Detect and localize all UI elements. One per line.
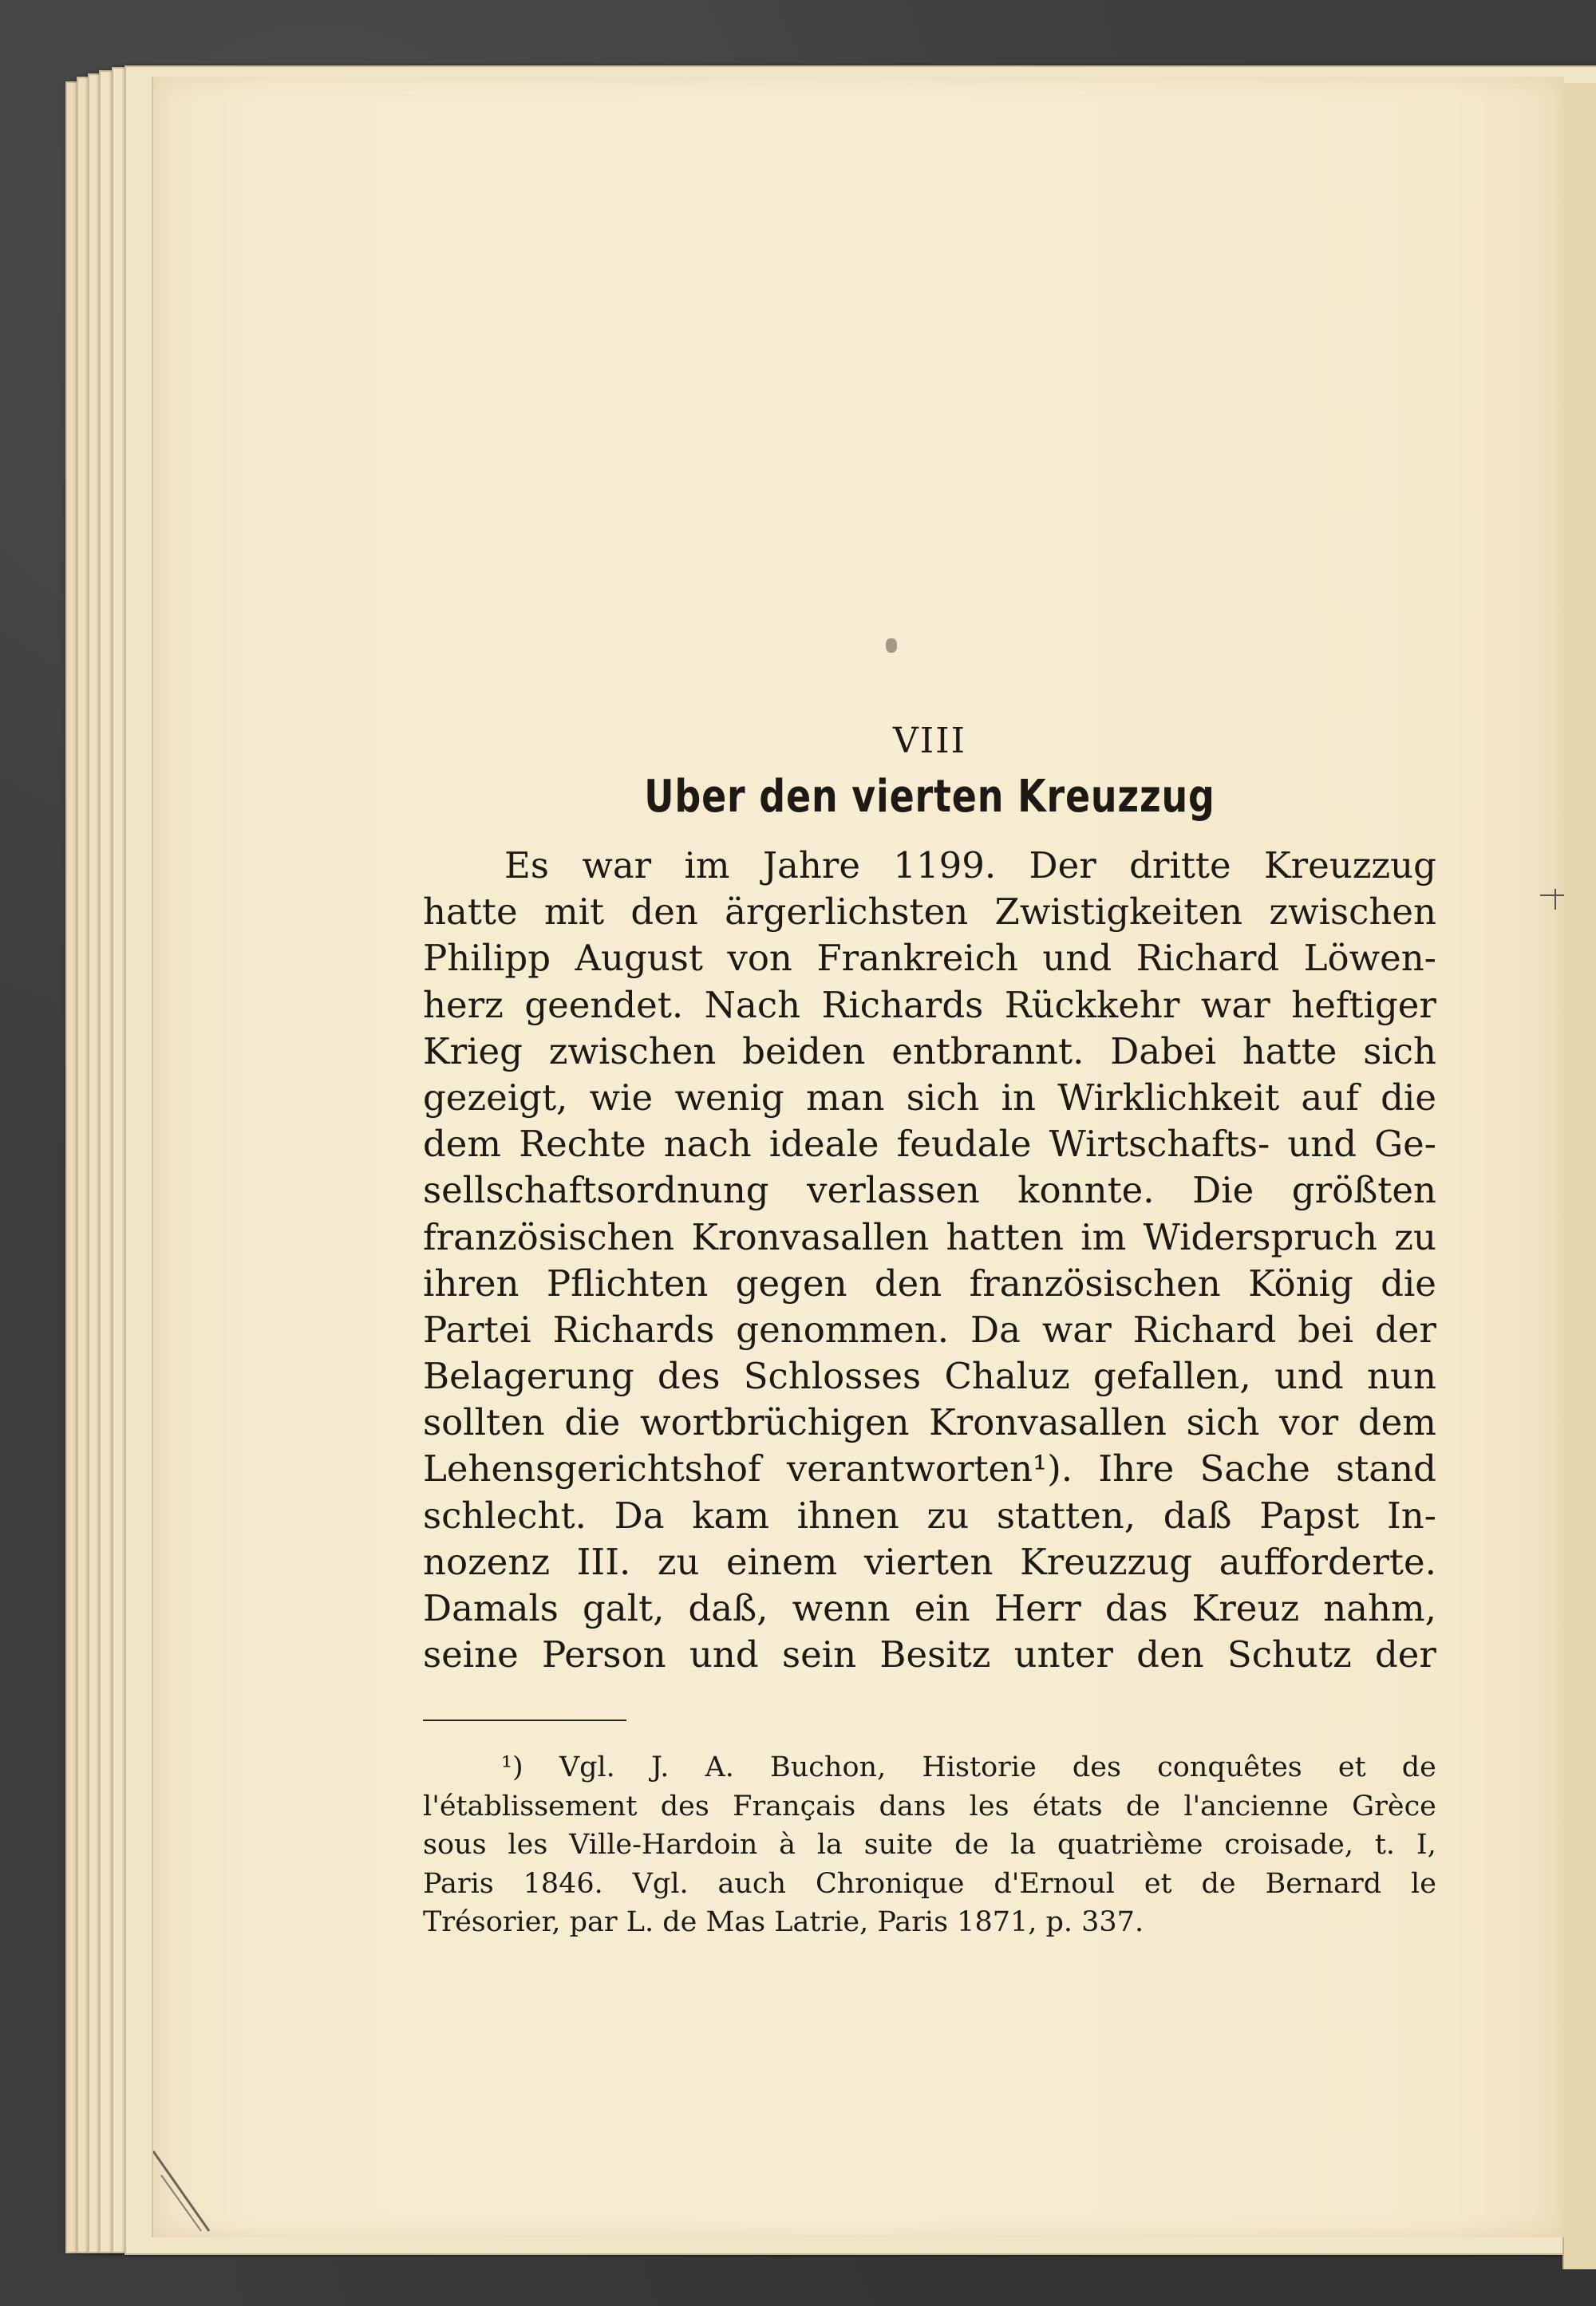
body-line: Krieg zwischen beiden entbrannt. Dabei hatte sich xyxy=(423,1029,1436,1072)
page-content xyxy=(423,718,1436,1942)
margin-tick-mark xyxy=(1536,886,1568,918)
footnote-line: Paris 1846. Vgl. auch Chronique d'Ernoul et de Bernard le xyxy=(423,1867,1436,1900)
footnote xyxy=(423,1748,1436,1942)
body-line: Es war im Jahre 1199. Der dritte Kreuzzug xyxy=(504,844,1436,886)
body-line: gezeigt, wie wenig man sich in Wirklichkeit auf die xyxy=(423,1076,1436,1119)
footnote-line: sous les Ville-Hardoin à la suite de la quatrième croisade, t. I, xyxy=(423,1829,1436,1862)
body-line: ihren Pflichten gegen den französischen König die xyxy=(423,1262,1436,1305)
chapter-number: VIII xyxy=(893,721,966,761)
ink-spot xyxy=(886,638,897,653)
footnote-rule xyxy=(423,1720,626,1721)
body-line: französischen Kronvasallen hatten im Widerspruch zu xyxy=(423,1215,1436,1258)
footnote-line: l'établissement des Français dans les états de l'ancienne Grèce xyxy=(423,1790,1436,1822)
body-line: Philipp August von Frankreich und Richard Löwen- xyxy=(423,937,1436,980)
body-line: dem Rechte nach ideale feudale Wirtschafts- und Ge- xyxy=(423,1123,1436,1166)
body-line: nozenz III. zu einem vierten Kreuzzug aufforderte. xyxy=(423,1540,1436,1583)
body-line: hatte mit den ärgerlichsten Zwistigkeiten zwischen xyxy=(423,890,1436,934)
body-line: schlecht. Da kam ihnen zu statten, daß Papst In- xyxy=(423,1494,1436,1537)
body-line: Belagerung des Schlosses Chaluz gefallen, und nun xyxy=(423,1355,1436,1398)
body-line: Lehensgerichtshof verantworten¹). Ihre Sache stand xyxy=(423,1447,1436,1491)
footnote-line: ¹) Vgl. J. A. Buchon, Historie des conquêtes et de xyxy=(501,1751,1436,1784)
corner-fold-mark xyxy=(153,2143,249,2237)
chapter-title: Uber den vierten Kreuzzug xyxy=(644,771,1215,823)
body-line: herz geendet. Nach Richards Rückkehr war heftiger xyxy=(423,983,1436,1026)
footnote-line: Trésorier, par L. de Mas Latrie, Paris 1871, p. 337. xyxy=(423,1906,1144,1939)
body-line: seine Person und sein Besitz unter den Schutz der xyxy=(423,1633,1436,1676)
body-line: sollten die wortbrüchigen Kronvasallen sich vor dem xyxy=(423,1401,1436,1444)
body-line: sellschaftsordnung verlassen konnte. Die größten xyxy=(423,1169,1436,1212)
body-line: Damals galt, daß, wenn ein Herr das Kreuz nahm, xyxy=(423,1587,1436,1629)
body-line: Partei Richards genommen. Da war Richard bei der xyxy=(423,1308,1436,1351)
facing-page-strip xyxy=(1562,83,1596,2269)
body-text xyxy=(423,843,1436,1678)
